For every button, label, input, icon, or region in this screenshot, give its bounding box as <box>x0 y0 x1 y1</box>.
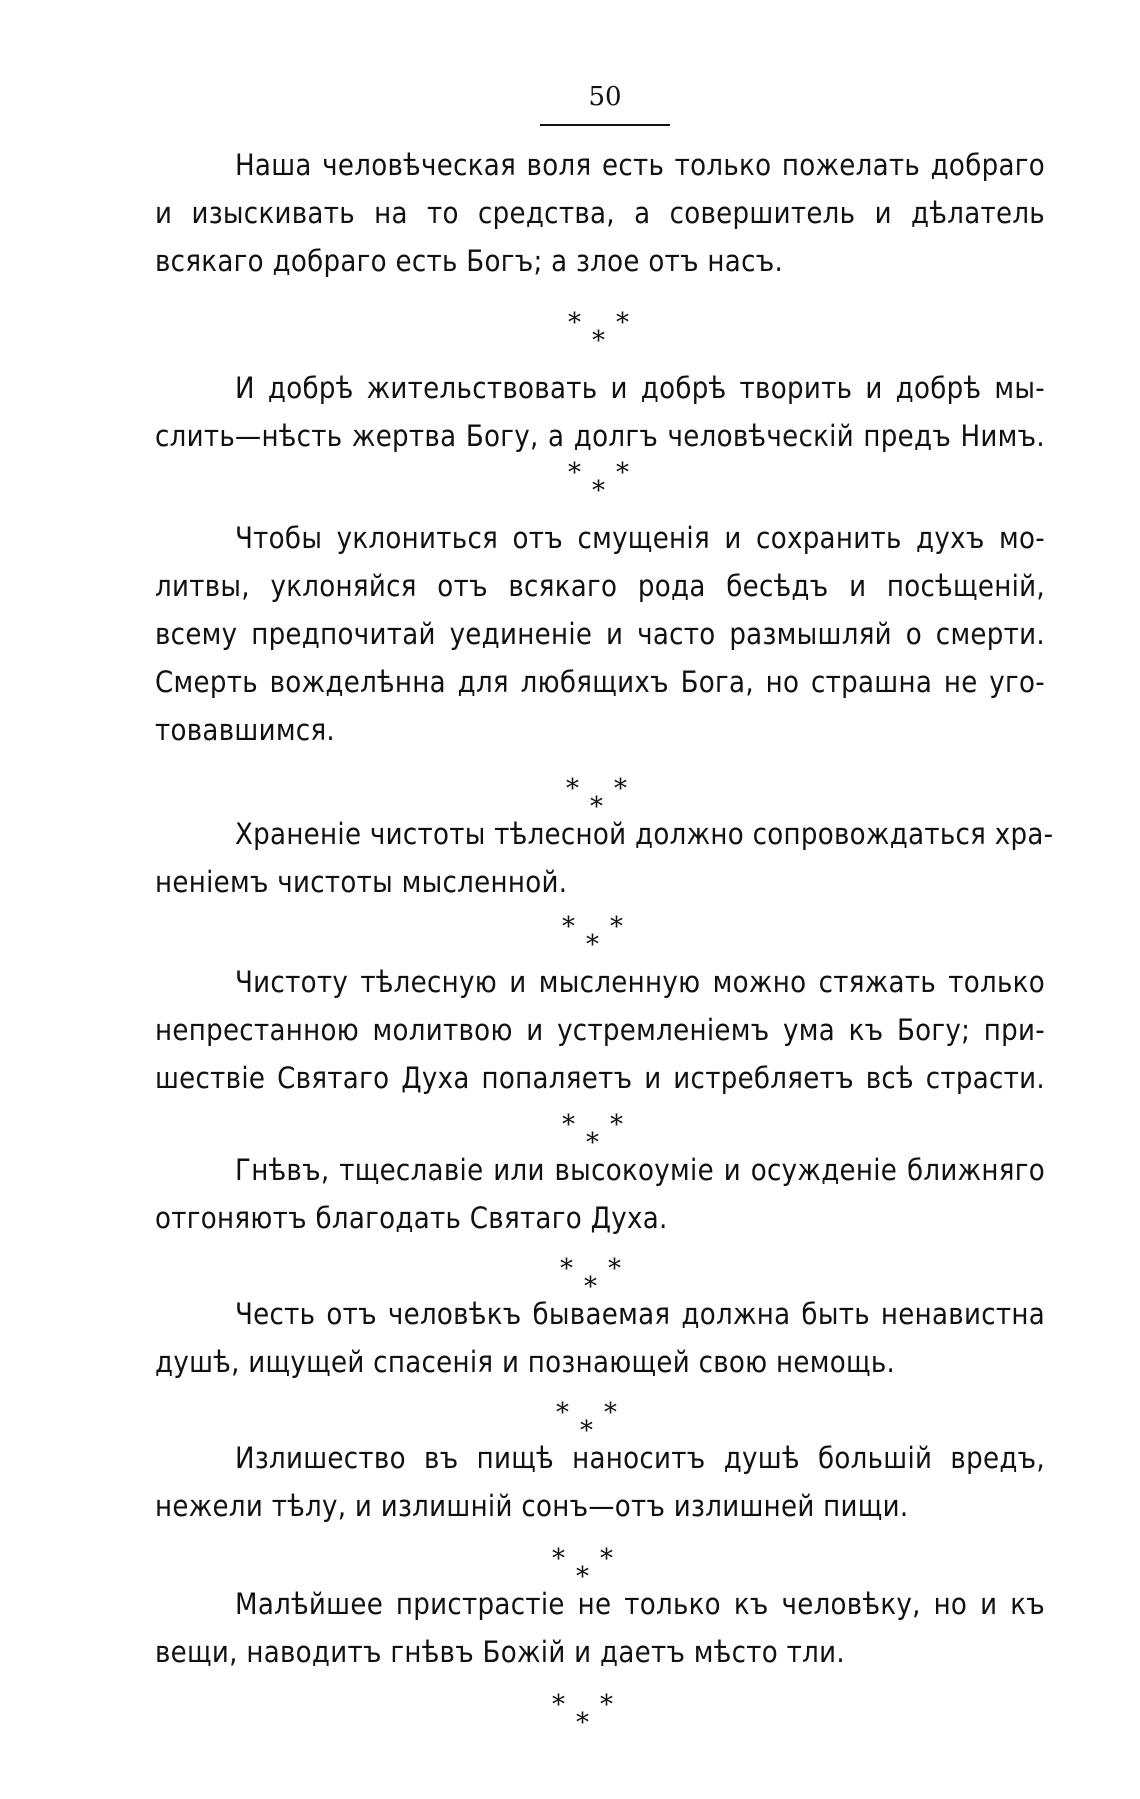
page-number-rule <box>540 124 670 126</box>
asterisk: * <box>600 1690 613 1720</box>
paragraph-9 <box>155 1580 1045 1676</box>
asterisk: * <box>614 774 627 804</box>
asterism-divider <box>552 1692 632 1738</box>
text-line: шествіе Святаго Духа попаляетъ и истребляетъ всѣ страсти. <box>155 1061 1045 1095</box>
text-line: И добрѣ жительствовать и добрѣ творить и добрѣ мы- <box>235 371 1045 405</box>
asterisk: * <box>616 308 629 338</box>
asterisk: * <box>562 912 575 942</box>
asterisk: * <box>610 912 623 942</box>
paragraph-8 <box>155 1434 1045 1530</box>
text-line: Гнѣвъ, тщеславіе или высокоуміе и осужденіе ближняго <box>235 1153 1045 1187</box>
asterisk: * <box>580 1416 593 1446</box>
text-line: Чистоту тѣлесную и мысленную можно стяжать только <box>235 965 1045 999</box>
asterism-divider <box>568 310 648 356</box>
asterisk: * <box>556 1398 569 1428</box>
text-line: и изыскивать на то средства, а совершитель и дѣлатель <box>155 196 1045 230</box>
paragraph-4 <box>155 810 1054 906</box>
asterisk: * <box>586 1128 599 1158</box>
text-line: Излишество въ пищѣ наноситъ душѣ большій вредъ, <box>235 1441 1045 1475</box>
asterisk: * <box>604 1398 617 1428</box>
asterisk: * <box>590 792 603 822</box>
paragraph-2 <box>155 364 1045 460</box>
text-line: Наша человѣческая воля есть только пожелать добраго <box>235 148 1045 182</box>
text-line: отгоняютъ благодать Святаго Духа. <box>155 1201 668 1235</box>
asterisk: * <box>576 1708 589 1738</box>
text-line: товавшимся. <box>155 713 336 747</box>
asterisk: * <box>568 458 581 488</box>
text-line: литвы, уклоняйся отъ всякаго рода бесѣдъ и посѣщеній, <box>155 569 1045 603</box>
paragraph-3 <box>155 514 1045 754</box>
asterisk: * <box>560 1254 573 1284</box>
asterism-divider <box>562 914 642 960</box>
asterisk: * <box>586 930 599 960</box>
asterisk: * <box>562 1110 575 1140</box>
text-line: всякаго добраго есть Богъ; а злое отъ насъ. <box>155 244 784 278</box>
asterisk: * <box>592 326 605 356</box>
text-line: вещи, наводитъ гнѣвъ Божій и даетъ мѣсто тли. <box>155 1635 845 1669</box>
text-line: нежели тѣлу, и излишній сонъ—отъ излишней пищи. <box>155 1489 909 1523</box>
asterisk: * <box>566 774 579 804</box>
asterisk: * <box>616 458 629 488</box>
asterisk: * <box>568 308 581 338</box>
asterisk: * <box>592 476 605 506</box>
asterism-divider <box>568 460 648 506</box>
asterisk: * <box>576 1562 589 1592</box>
paragraph-7 <box>155 1290 1045 1386</box>
asterisk: * <box>600 1544 613 1574</box>
text-line: душѣ, ищущей спасенія и познающей свою немощь. <box>155 1345 896 1379</box>
asterisk: * <box>552 1690 565 1720</box>
text-line: непрестанною молитвою и устремленіемъ ума къ Богу; при- <box>155 1013 1045 1047</box>
text-line: неніемъ чистоты мысленной. <box>155 865 568 899</box>
asterisk: * <box>552 1544 565 1574</box>
page-number: 50 <box>588 82 622 112</box>
paragraph-5 <box>155 958 1045 1102</box>
asterisk: * <box>584 1272 597 1302</box>
paragraph-6 <box>155 1146 1045 1242</box>
text-line: Храненіе чистоты тѣлесной должно сопровождаться хра- <box>235 817 1054 851</box>
text-line: всему предпочитай уединеніе и часто размышляй о смерти. <box>155 617 1045 651</box>
text-line: Малѣйшее пристрастіе не только къ человѣку, но и къ <box>235 1587 1045 1621</box>
text-line: Смерть вожделѣнна для любящихъ Бога, но страшна не уго- <box>155 665 1045 699</box>
asterisk: * <box>608 1254 621 1284</box>
asterisk: * <box>610 1110 623 1140</box>
text-line: слить—нѣсть жертва Богу, а долгъ человѣческій предъ Нимъ. <box>155 419 1045 453</box>
text-line: Честь отъ человѣкъ бываемая должна быть ненавистна <box>235 1297 1045 1331</box>
text-line: Чтобы уклониться отъ смущенія и сохранить духъ мо- <box>235 521 1045 555</box>
paragraph-1 <box>155 141 1045 285</box>
